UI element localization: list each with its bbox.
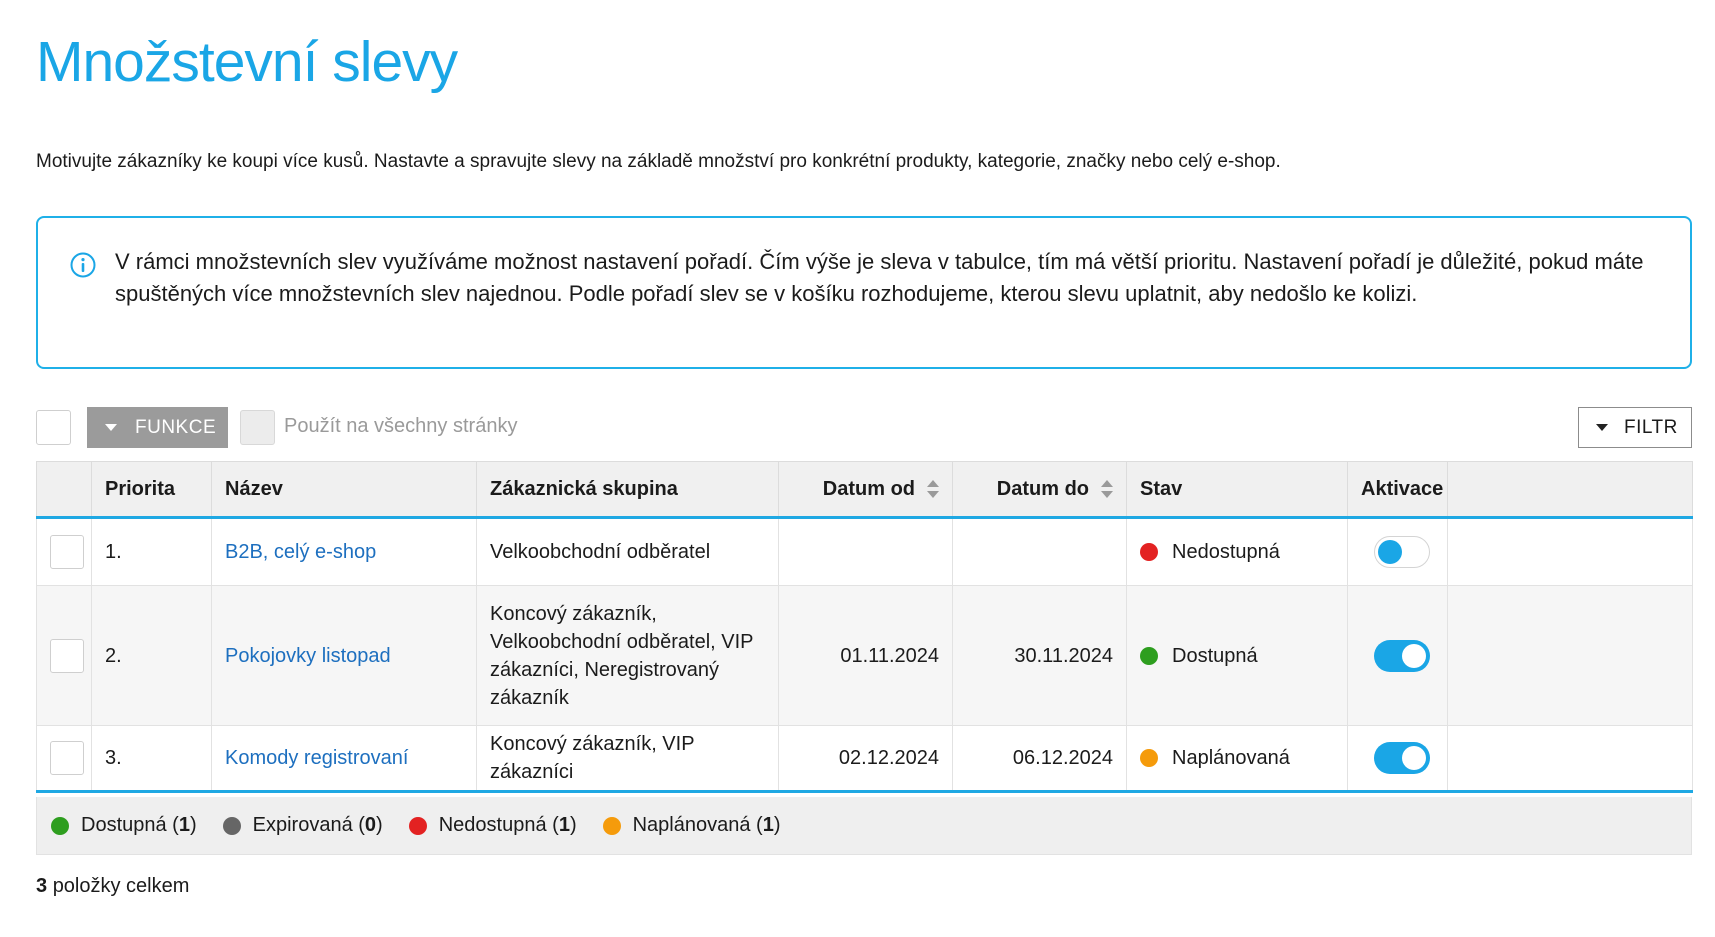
group-cell: Koncový zákazník, Velkoobchodní odběratel, VIP zákazníci, Neregistrovaný zákazník [477, 586, 779, 726]
legend-item-unavailable[interactable]: Nedostupná ( 1 ) [409, 814, 577, 837]
page-title: Množstevní slevy [36, 30, 458, 94]
discount-name-link[interactable]: Komody registrovaní [225, 747, 409, 769]
header-select [37, 462, 92, 518]
funkce-label: FUNKCE [135, 416, 217, 438]
items-total-count: 3 [36, 875, 48, 897]
select-all-checkbox[interactable] [36, 410, 71, 445]
activation-toggle[interactable] [1374, 536, 1430, 568]
activation-toggle[interactable] [1374, 742, 1430, 774]
legend-dot-icon [409, 817, 427, 835]
priority-cell: 2. [92, 586, 212, 726]
info-box [36, 216, 1692, 369]
date-from-cell: 01.11.2024 [779, 586, 953, 726]
toggle-knob [1402, 644, 1426, 668]
status-label: Nedostupná [1172, 541, 1280, 563]
row-actions-cell [1448, 518, 1693, 586]
filter-button[interactable] [1578, 407, 1692, 448]
date-to-cell: 06.12.2024 [953, 726, 1127, 792]
info-icon [70, 252, 96, 278]
status-cell [1140, 538, 1334, 566]
header-priority: Priorita [92, 462, 212, 518]
page-intro: Motivujte zákazníky ke koupi více kusů. Nastavte a spravujte slevy na základě množství pro konkrétní produkty, kategorie, značky nebo celý e-shop. [36, 151, 1281, 172]
legend-count: 1 [178, 814, 190, 836]
group-cell: Velkoobchodní odběratel [477, 518, 779, 586]
row-checkbox[interactable] [50, 741, 84, 775]
row-checkbox[interactable] [50, 535, 84, 569]
date-to-cell: 30.11.2024 [953, 586, 1127, 726]
sort-icon [1101, 479, 1113, 499]
activation-toggle[interactable] [1374, 640, 1430, 672]
header-date-to-label: Datum do [996, 477, 1089, 500]
header-actions [1448, 462, 1693, 518]
info-text: V rámci množstevních slev využíváme možnost nastavení pořadí. Čím výše je sleva v tabulce, tím má větší prioritu. Nastavení pořadí je důležité, pokud máte spuštěných více množstevních slev najednou. Podle pořadí slev se v košíku rozhodujeme, kterou slevu uplatnit, aby nedošlo ke kolizi. [115, 249, 1644, 306]
discounts-table [36, 461, 1693, 793]
status-cell [1140, 642, 1334, 670]
sort-icon [927, 479, 939, 499]
legend-item-expired[interactable]: Expirovaná ( 0 ) [223, 814, 383, 837]
table-row [37, 586, 1693, 726]
status-label: Naplánovaná [1172, 747, 1290, 769]
legend-count: 0 [364, 814, 377, 836]
legend-dot-icon [51, 817, 69, 835]
legend-label: Nedostupná [438, 814, 547, 836]
row-actions-cell [1448, 586, 1693, 726]
funkce-button[interactable] [87, 407, 228, 448]
apply-all-pages-checkbox[interactable] [240, 410, 275, 445]
date-to-cell [953, 518, 1127, 586]
status-legend [36, 797, 1692, 855]
status-dot-icon [1140, 749, 1158, 767]
status-cell [1140, 744, 1334, 772]
toggle-knob [1402, 746, 1426, 770]
legend-label: Dostupná [81, 814, 167, 836]
header-date-from-label: Datum od [822, 477, 915, 500]
header-activation: Aktivace [1348, 462, 1448, 518]
legend-count: 1 [558, 814, 570, 836]
legend-count: 1 [762, 814, 774, 836]
date-from-cell [779, 518, 953, 586]
header-name: Název [212, 462, 477, 518]
items-total [36, 875, 189, 898]
discount-name-link[interactable]: Pokojovky listopad [225, 644, 391, 667]
filter-label: FILTR [1624, 416, 1678, 438]
table-row [37, 726, 1693, 792]
legend-label: Naplánovaná [632, 814, 751, 836]
header-group: Zákaznická skupina [477, 462, 779, 518]
legend-dot-icon [223, 817, 241, 835]
date-from-cell: 02.12.2024 [779, 726, 953, 792]
status-label: Dostupná [1172, 644, 1258, 667]
priority-cell: 3. [92, 726, 212, 792]
header-status: Stav [1127, 462, 1348, 518]
priority-cell: 1. [92, 518, 212, 586]
discount-name-link[interactable]: B2B, celý e-shop [225, 541, 377, 563]
row-checkbox[interactable] [50, 639, 84, 673]
legend-dot-icon [603, 817, 621, 835]
status-dot-icon [1140, 647, 1158, 665]
toggle-knob [1378, 540, 1402, 564]
header-date-from[interactable] [779, 462, 953, 518]
caret-down-icon [105, 424, 117, 431]
legend-item-scheduled[interactable]: Naplánovaná ( 1 ) [603, 814, 781, 837]
apply-all-pages-label: Použít na všechny stránky [284, 415, 518, 437]
items-total-label: položky celkem [52, 875, 190, 897]
status-dot-icon [1140, 543, 1158, 561]
table-header-row [37, 462, 1693, 518]
header-date-to[interactable] [953, 462, 1127, 518]
caret-down-icon [1596, 424, 1608, 431]
row-actions-cell [1448, 726, 1693, 792]
legend-item-available[interactable]: Dostupná ( 1 ) [51, 814, 197, 837]
group-cell: Koncový zákazník, VIP zákazníci [477, 726, 779, 792]
legend-label: Expirovaná [252, 814, 353, 836]
table-row [37, 518, 1693, 586]
